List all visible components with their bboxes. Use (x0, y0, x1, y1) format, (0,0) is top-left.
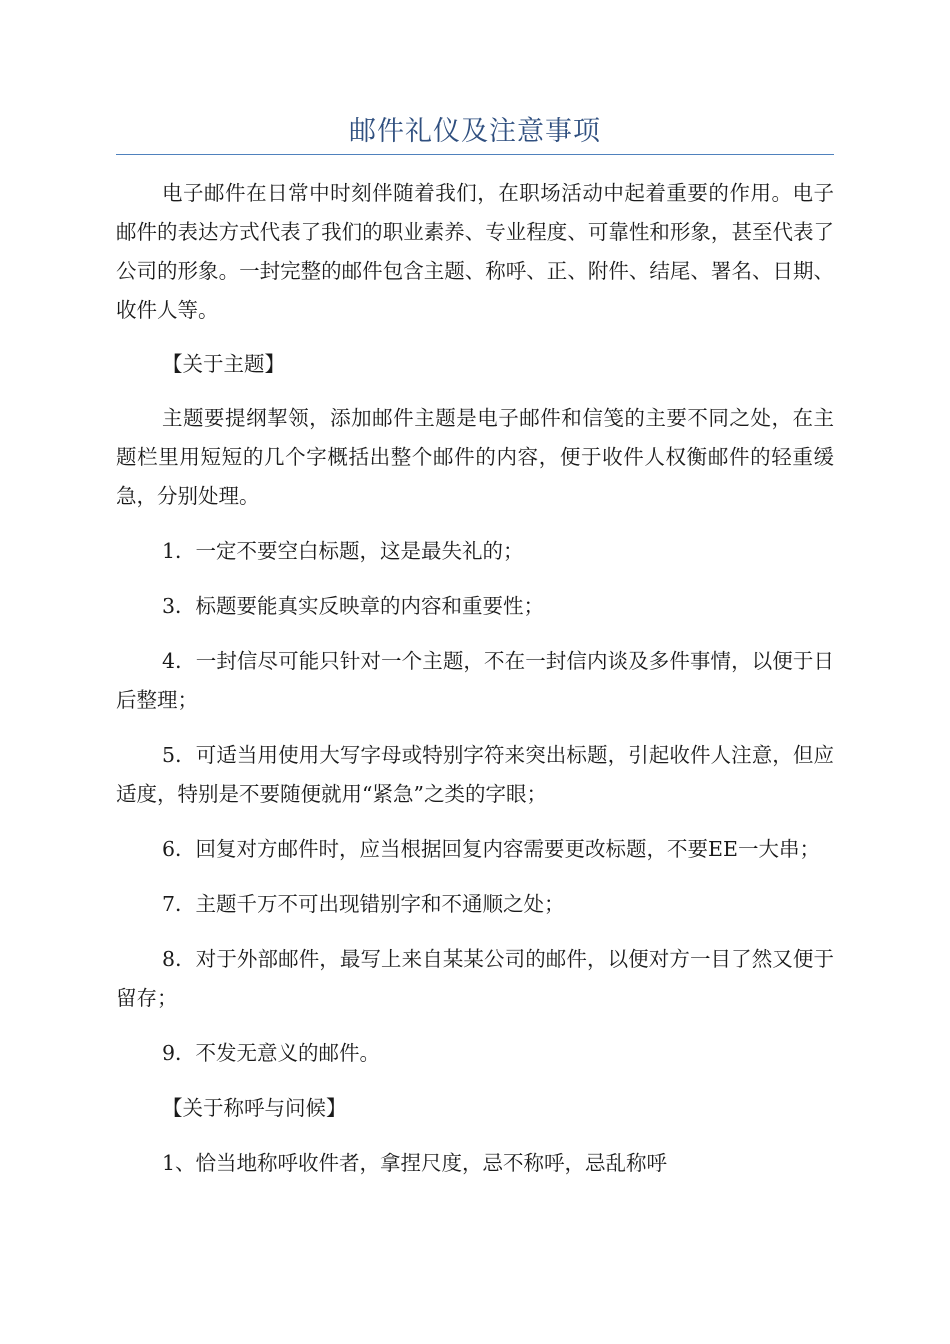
list-item: 5．可适当用使用大写字母或特别字符来突出标题，引起收件人注意，但应适度，特别是不要随便就用“紧急”之类的字眼； (116, 743, 834, 806)
document-body (116, 174, 834, 1183)
list-item: 3．标题要能真实反映章的内容和重要性； (162, 594, 545, 618)
list-item: 9．不发无意义的邮件。 (162, 1041, 381, 1065)
list-item: 6．回复对方邮件时，应当根据回复内容需要更改标题，不要EE一大串； (162, 837, 820, 861)
list-item: 8．对于外部邮件，最写上来自某某公司的邮件，以便对方一目了然又便于留存； (116, 947, 834, 1010)
title-underline (116, 154, 834, 155)
subject-paragraph: 主题要提纲挈领，添加邮件主题是电子邮件和信笺的主要不同之处，在主题栏里用短短的几个字概括出整个邮件的内容，便于收件人权衡邮件的轻重缓急，分别处理。 (116, 406, 834, 508)
list-item: 7．主题千万不可出现错别字和不通顺之处； (162, 892, 565, 916)
document-title: 邮件礼仪及注意事项 (349, 116, 601, 147)
list-item: 4．一封信尽可能只针对一个主题，不在一封信内谈及多件事情，以便于日后整理； (116, 649, 834, 712)
section-heading-greeting: 【关于称呼与问候】 (162, 1096, 347, 1120)
section-heading-subject: 【关于主题】 (162, 352, 285, 376)
list-item: 1．一定不要空白标题，这是最失礼的； (162, 539, 524, 563)
list-item: 1、恰当地称呼收件者，拿捏尺度，忌不称呼，忌乱称呼 (162, 1151, 668, 1175)
intro-paragraph: 电子邮件在日常中时刻伴随着我们，在职场活动中起着重要的作用。电子邮件的表达方式代表了我们的职业素养、专业程度、可靠性和形象，甚至代表了公司的形象。一封完整的邮件包含主题、称呼、正、附件、结尾、署名、日期、收件人等。 (116, 181, 834, 322)
